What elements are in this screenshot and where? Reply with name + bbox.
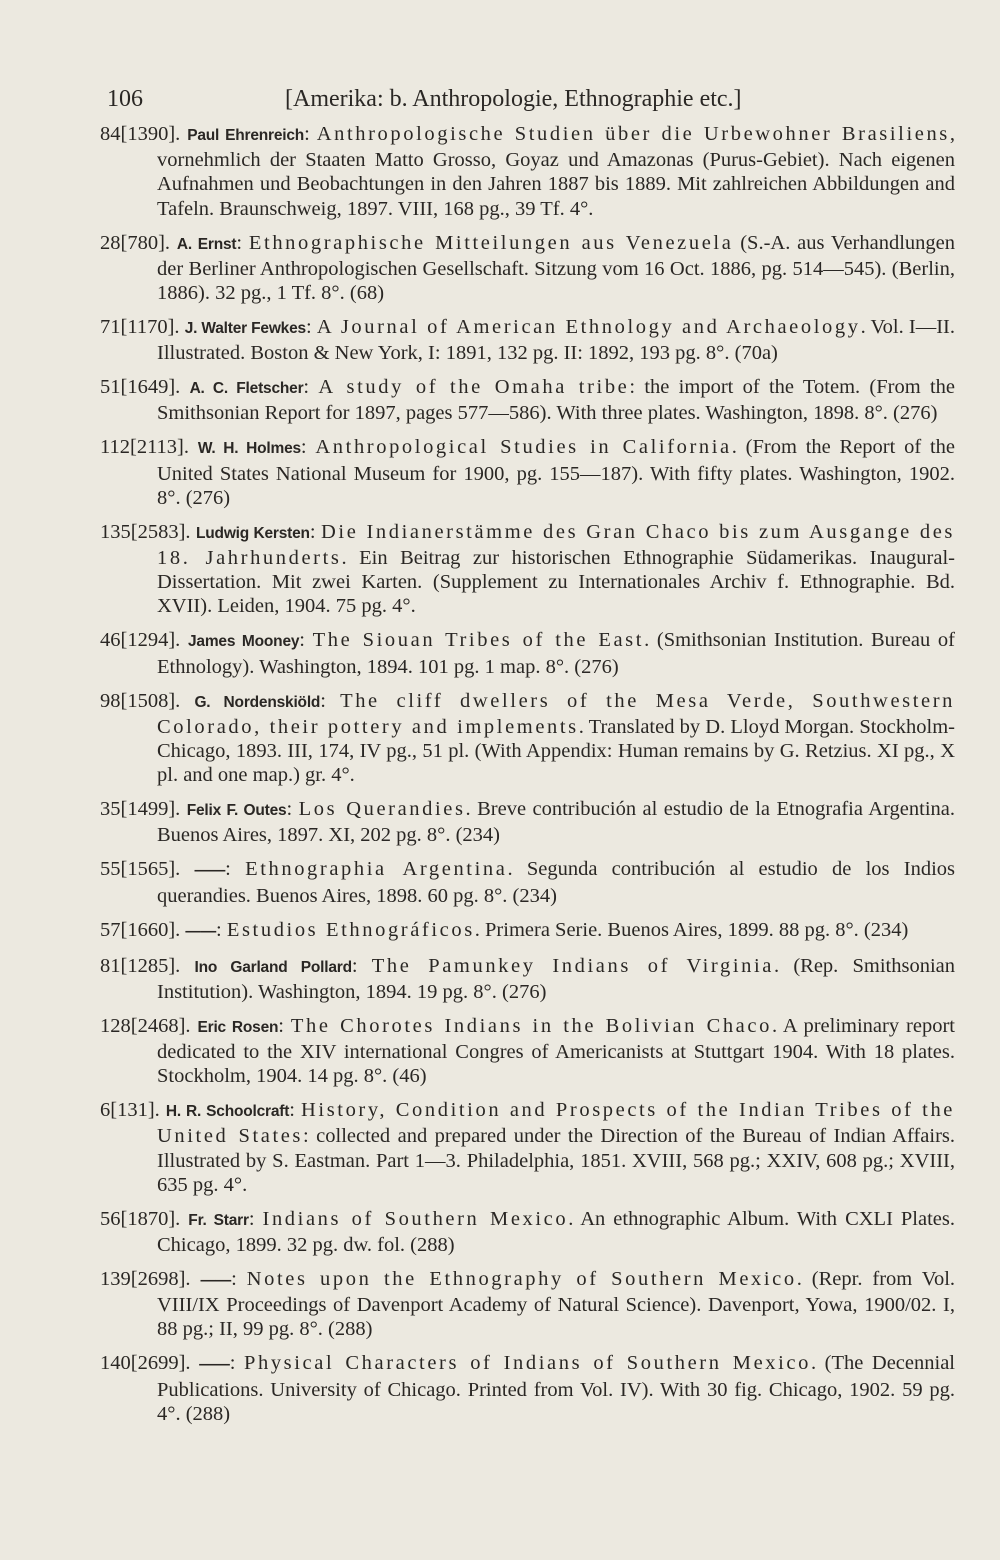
entry-title: A Journal of American Ethnology and Archaeology — [316, 316, 861, 339]
entry-author: Eric Rosen — [197, 1018, 279, 1036]
page-number: 106 — [107, 86, 143, 112]
running-head: [Amerika: b. Anthropologie, Ethnographie etc.] — [285, 86, 742, 112]
entry-author: —— — [200, 1272, 232, 1290]
entry-ref: 140[2699]. — [100, 1352, 191, 1375]
entry-title: Estudios Ethnográficos — [226, 918, 475, 941]
entry-title: Indians of Southern Mexico — [262, 1207, 569, 1230]
entry-ref: 112[2113]. — [100, 436, 190, 459]
entry-author: A. C. Fletscher — [189, 380, 304, 398]
entry-details: . Primera Serie. Buenos Aires, 1899. 88 pg. 8°. (234) — [474, 918, 909, 941]
entry-details: . (The Decennial Publications. University of Chicago. Printed from Vol. IV). With 30 fig. Chicago, 1902. 59 pg. 4°. (288) — [157, 1352, 955, 1425]
entry-title: The Chorotes Indians in the Bolivian Chaco — [290, 1014, 772, 1037]
entry-ref: 135[2583]. — [100, 520, 191, 543]
bibliography-entry: 135[2583]. Ludwig Kersten: Die Indianerstämme des Gran Chaco bis zum Ausgange des 18. Jahrhunderts. Ein Beitrag zur historischen Ethnographie Südamerikas. Inaugural-Dissertation. Mit zwei Karten. (Supplement zu Internationales Archiv f. Ethnographie. Bd. XVII). Leiden, 1904. 75 pg. 4°. — [100, 520, 956, 618]
entry-title: The Pamunkey Indians of Virginia — [371, 954, 774, 977]
entry-title: Die Indianerstämme des Gran Chaco bis zum Ausgange des 18. Jahrhunderts — [157, 520, 956, 570]
entry-ref: 84[1390]. — [100, 123, 181, 145]
entry-details: . Breve contribución al estudio de la Etnografia Argentina. Buenos Aires, 1897. XI, 202 pg. 8°. (234) — [157, 798, 955, 847]
entry-ref: 81[1285]. — [100, 954, 181, 977]
entry-details: , vornehmlich der Staaten Matto Grosso, Goyaz und Amazonas (Purus-Gebiet). Nach eigenen Aufnahmen und Beobachtungen in den Jahren 1887 bis 1889. Mit zahlreichen Abbildungen and Tafeln. Braunschweig, 1897. VIII, 168 pg., 39 Tf. 4°. — [157, 123, 956, 220]
entry-author: Ludwig Kersten — [196, 524, 310, 542]
entry-title: A study of the Omaha tribe — [318, 376, 630, 399]
entry-author: Ino Garland Pollard — [194, 958, 352, 976]
bibliography-entry: 84[1390]. Paul Ehrenreich: Anthropologische Studien über die Urbewohner Brasiliens, vornehmlich der Staaten Matto Grosso, Goyaz und Amazonas (Purus-Gebiet). Nach eigenen Aufnahmen und Beobachtungen in den Jahren 1887 bis 1889. Mit zahlreichen Abbildungen and Tafeln. Braunschweig, 1897. VIII, 168 pg., 39 Tf. 4°. — [100, 123, 956, 220]
entry-ref: 51[1649]. — [100, 376, 181, 399]
bibliography-entry: 139[2698]. ——: Notes upon the Ethnography of Southern Mexico. (Repr. from Vol. VIII/IX Proceedings of Davenport Academy of Natural Science). Davenport, Yowa, 1900/02. I, 88 pg.; II, 99 pg. 8°. (288) — [100, 1268, 956, 1341]
bibliography-entry: 51[1649]. A. C. Fletscher: A study of the Omaha tribe: the import of the Totem. (From the Smithsonian Report for 1897, pages 577—586). With three plates. Washington, 1898. 8°. (276) — [100, 376, 955, 425]
entry-details: . Segunda contribución al estudio de los Indios querandies. Buenos Aires, 1898. 60 pg. 8°. (234) — [157, 858, 956, 907]
entry-author: —— — [199, 1356, 230, 1374]
entry-author: J. Walter Fewkes — [184, 320, 306, 338]
entry-details: . (Repr. from Vol. VIII/IX Proceedings of Davenport Academy of Natural Science). Davenport, Yowa, 1900/02. I, 88 pg.; II, 99 pg. 8°. (288) — [157, 1268, 956, 1341]
entry-details: . Translated by D. Lloyd Morgan. Stockholm-Chicago, 1893. III, 174, IV pg., 51 pl. (With Appendix: Human remains by G. Retzius. XI pg., X pl. and one map.) gr. 4°. — [157, 715, 955, 787]
entry-author: —— — [185, 922, 217, 940]
entry-ref: 28[780]. — [100, 231, 171, 254]
entry-author: —— — [194, 862, 226, 880]
bibliography-entry: 71[1170]. J. Walter Fewkes: A Journal of American Ethnology and Archaeology. Vol. I—II. Illustrated. Boston & New York, I: 1891, 132 pg. II: 1892, 193 pg. 8°. (70a) — [100, 316, 956, 365]
entry-title: Ethnographische Mitteilungen aus Venezuela — [248, 231, 734, 254]
entry-author: Paul Ehrenreich — [187, 127, 305, 144]
bibliography-entry: 35[1499]. Felix F. Outes: Los Querandies. Breve contribución al estudio de la Etnografia Argentina. Buenos Aires, 1897. XI, 202 pg. 8°. (234) — [100, 798, 955, 847]
entry-ref: 46[1294]. — [100, 629, 181, 652]
entry-ref: 98[1508]. — [100, 689, 181, 712]
entry-details: . Vol. I—II. Illustrated. Boston & New York, I: 1891, 132 pg. II: 1892, 193 pg. 8°. (70a) — [157, 316, 956, 365]
entry-title: Los Querandies — [298, 798, 466, 821]
entry-title: History, Condition and Prospects of the Indian Tribes of the United States — [157, 1099, 955, 1148]
bibliography-entry: 98[1508]. G. Nordenskiöld: The cliff dwellers of the Mesa Verde, Southwestern Colorado, their pottery and implements. Translated by D. Lloyd Morgan. Stockholm-Chicago, 1893. III, 174, IV pg., 51 pl. (With Appendix: Human remains by G. Retzius. XI pg., X pl. and one map.) gr. 4°. — [100, 689, 956, 787]
bibliography-entry: 81[1285]. Ino Garland Pollard: The Pamunkey Indians of Virginia. (Rep. Smithsonian Institution). Washington, 1894. 19 pg. 8°. (276) — [100, 954, 956, 1003]
entry-author: G. Nordenskiöld — [194, 693, 321, 711]
bibliography-entry: 46[1294]. James Mooney: The Siouan Tribes of the East. (Smithsonian Institution. Bureau of Ethnology). Washington, 1894. 101 pg. 1 map. 8°. (276) — [100, 629, 955, 678]
bibliography-entry: 6[131]. H. R. Schoolcraft: History, Condition and Prospects of the Indian Tribes of the United States: collected and prepared under the Direction of the Bureau of Indian Affairs. Illustrated by S. Eastman. Part 1—3. Philadelphia, 1851. XVIII, 568 pg.; XXIV, 608 pg.; XVIII, 635 pg. 4°. — [100, 1099, 955, 1196]
entry-title: Anthropological Studies in California — [315, 436, 732, 459]
bibliography-entry: 140[2699]. ——: Physical Characters of Indians of Southern Mexico. (The Decennial Publications. University of Chicago. Printed from Vol. IV). With 30 fig. Chicago, 1902. 59 pg. 4°. (288) — [100, 1352, 955, 1425]
entry-author: A. Ernst — [176, 235, 237, 253]
entry-title: Physical Characters of Indians of Southern Mexico — [243, 1352, 811, 1375]
entry-details: . (Rep. Smithsonian Institution). Washington, 1894. 19 pg. 8°. (276) — [157, 954, 956, 1003]
bibliography-entry: 28[780]. A. Ernst: Ethnographische Mitteilungen aus Venezuela (S.-A. aus Verhandlungen der Berliner Anthropologischen Gesellschaft. Sitzung vom 16 Oct. 1886, pg. 514—545). (Berlin, 1886). 32 pg., 1 Tf. 8°. (68) — [100, 231, 956, 305]
entry-ref: 6[131]. — [100, 1099, 160, 1122]
entry-author: James Mooney — [187, 633, 300, 651]
entry-title: The cliff dwellers of the Mesa Verde, Southwestern Colorado, their pottery and implements — [157, 689, 956, 738]
entry-title: Ethnographia Argentina — [245, 858, 508, 881]
entry-author: W. H. Holmes — [197, 440, 301, 458]
entry-author: Felix F. Outes — [186, 802, 287, 820]
entry-ref: 128[2468]. — [100, 1014, 191, 1037]
entry-title: The Siouan Tribes of the East — [312, 629, 645, 652]
bibliography-entry: 57[1660]. ——: Estudios Ethnográficos. Primera Serie. Buenos Aires, 1899. 88 pg. 8°. (234) — [100, 918, 909, 941]
bibliography-entry: 56[1870]. Fr. Starr: Indians of Southern Mexico. An ethnographic Album. With CXLI Plates. Chicago, 1899. 32 pg. dw. fol. (288) — [100, 1207, 955, 1257]
entry-title: Anthropologische Studien über die Urbewohner Brasiliens — [316, 123, 950, 145]
entry-ref: 139[2698]. — [100, 1268, 191, 1291]
entry-ref: 71[1170]. — [100, 316, 180, 339]
entry-ref: 35[1499]. — [100, 798, 181, 821]
bibliography-entry: 55[1565]. ——: Ethnographia Argentina. Segunda contribución al estudio de los Indios querandies. Buenos Aires, 1898. 60 pg. 8°. (234) — [100, 858, 956, 907]
entry-details: (S.-A. aus Verhandlungen der Berliner Anthropologischen Gesellschaft. Sitzung vom 16 Oct. 1886, pg. 514—545). (Berlin, 1886). 32 pg., 1 Tf. 8°. (68) — [157, 231, 956, 305]
bibliography-entry: 128[2468]. Eric Rosen: The Chorotes Indians in the Bolivian Chaco. A preliminary report dedicated to the XIV international Congres of Americanists at Stuttgart 1904. With 18 plates. Stockholm, 1904. 14 pg. 8°. (46) — [100, 1014, 955, 1088]
entry-details: . A preliminary report dedicated to the XIV international Congres of Americanists at Stuttgart 1904. With 18 plates. Stockholm, 1904. 14 pg. 8°. (46) — [157, 1014, 955, 1088]
bibliography-list — [100, 122, 955, 1436]
entry-ref: 55[1565]. — [100, 858, 181, 881]
entry-details: . Ein Beitrag zur historischen Ethnographie Südamerikas. Inaugural-Dissertation. Mit zwei Karten. (Supplement zu Internationales Archiv f. Ethnographie. Bd. XVII). Leiden, 1904. 75 pg. 4°. — [157, 547, 955, 618]
entry-author: Fr. Starr — [188, 1211, 249, 1229]
entry-details: . An ethnographic Album. With CXLI Plates. Chicago, 1899. 32 pg. dw. fol. (288) — [157, 1207, 955, 1257]
entry-details: : the import of the Totem. (From the Smithsonian Report for 1897, pages 577—586). With three plates. Washington, 1898. 8°. (276) — [157, 376, 955, 425]
entry-details: . (From the Report of the United States National Museum for 1900, pg. 155—187). With fifty plates. Washington, 1902. 8°. (276) — [157, 436, 955, 509]
entry-ref: 56[1870]. — [100, 1207, 181, 1230]
entry-title: Notes upon the Ethnography of Southern Mexico — [246, 1268, 797, 1291]
entry-author: H. R. Schoolcraft — [165, 1103, 290, 1121]
entry-details: : collected and prepared under the Direction of the Bureau of Indian Affairs. Illustrated by S. Eastman. Part 1—3. Philadelphia, 1851. XVIII, 568 pg.; XXIV, 608 pg.; XVIII, 635 pg. 4°. — [157, 1125, 955, 1196]
bibliography-entry: 112[2113]. W. H. Holmes: Anthropological Studies in California. (From the Report of the United States National Museum for 1900, pg. 155—187). With fifty plates. Washington, 1902. 8°. (276) — [100, 436, 955, 509]
entry-ref: 57[1660]. — [100, 918, 181, 941]
entry-details: . (Smithsonian Institution. Bureau of Ethnology). Washington, 1894. 101 pg. 1 map. 8°. (276) — [157, 629, 955, 678]
